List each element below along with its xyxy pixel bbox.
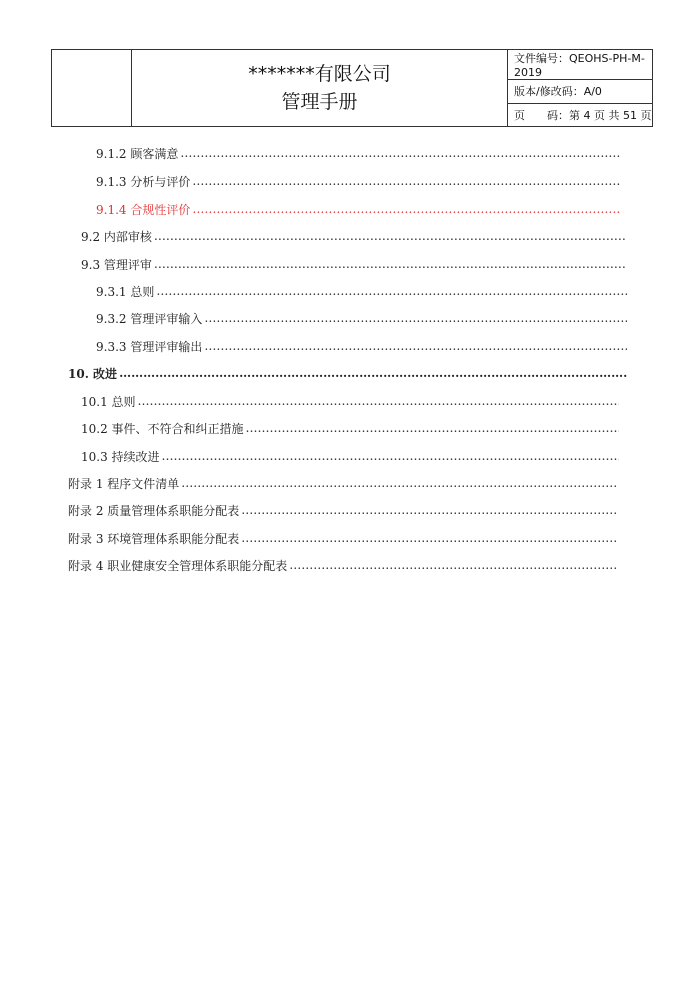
toc-item[interactable]: 9.1.2 顾客满意 ………………………………………………………………………………………………………………………………………………………… [96, 142, 621, 164]
toc-item[interactable]: 9.3.3 管理评审输出 ………………………………………………………………………………………………………………………………………………………… [96, 335, 627, 357]
toc-item-highlighted[interactable]: 9.1.4 合规性评价 ………………………………………………………………………………………………………………………………………………………… [96, 198, 621, 220]
title-cell [132, 50, 508, 126]
toc-item[interactable]: 10.2 事件、不符合和纠正措施 ………………………………………………………………………………………………………………………………………………………… [81, 417, 619, 439]
manual-title: 管理手册 [281, 91, 358, 113]
toc-appendix[interactable]: 附录 2 质量管理体系职能分配表 ………………………………………………………………………………………………………………………………………………………… [68, 499, 616, 521]
toc-appendix[interactable]: 附录 3 环境管理体系职能分配表 ………………………………………………………………………………………………………………………………………………………… [68, 527, 616, 549]
toc-item[interactable]: 9.3.1 总则 ………………………………………………………………………………………………………………………………………………………… [96, 280, 627, 302]
toc-item[interactable]: 9.1.3 分析与评价 ………………………………………………………………………………………………………………………………………………………… [96, 170, 621, 192]
document-header [51, 49, 653, 127]
toc-appendix[interactable]: 附录 4 职业健康安全管理体系职能分配表 ………………………………………………………………………………………………………………………………………………………… [68, 554, 616, 576]
toc-item[interactable]: 9.2 内部审核 ………………………………………………………………………………………………………………………………………………………… [81, 225, 625, 247]
toc-appendix[interactable]: 附录 1 程序文件清单 ………………………………………………………………………………………………………………………………………………………… [68, 472, 616, 494]
toc-item[interactable]: 10.3 持续改进 ………………………………………………………………………………………………………………………………………………………… [81, 445, 619, 467]
logo-cell [52, 50, 132, 126]
page-number: 页 码：第 4 页 共 51 页 [514, 108, 652, 122]
version-code: 版本/修改码：A/0 [508, 80, 652, 104]
doc-number: 文件编号：QEOHS-PH-M-2019 [508, 50, 652, 80]
toc-chapter[interactable]: 10. 改进 ………………………………………………………………………………………………………………………………………………………… [68, 362, 627, 384]
info-cell [508, 50, 652, 126]
toc-item[interactable]: 9.3.2 管理评审输入 ………………………………………………………………………………………………………………………………………………………… [96, 307, 627, 329]
company-name: *******有限公司 [248, 63, 391, 85]
toc-item[interactable]: 10.1 总则 ………………………………………………………………………………………………………………………………………………………… [81, 390, 619, 412]
toc-item[interactable]: 9.3 管理评审 ………………………………………………………………………………………………………………………………………………………… [81, 253, 625, 275]
